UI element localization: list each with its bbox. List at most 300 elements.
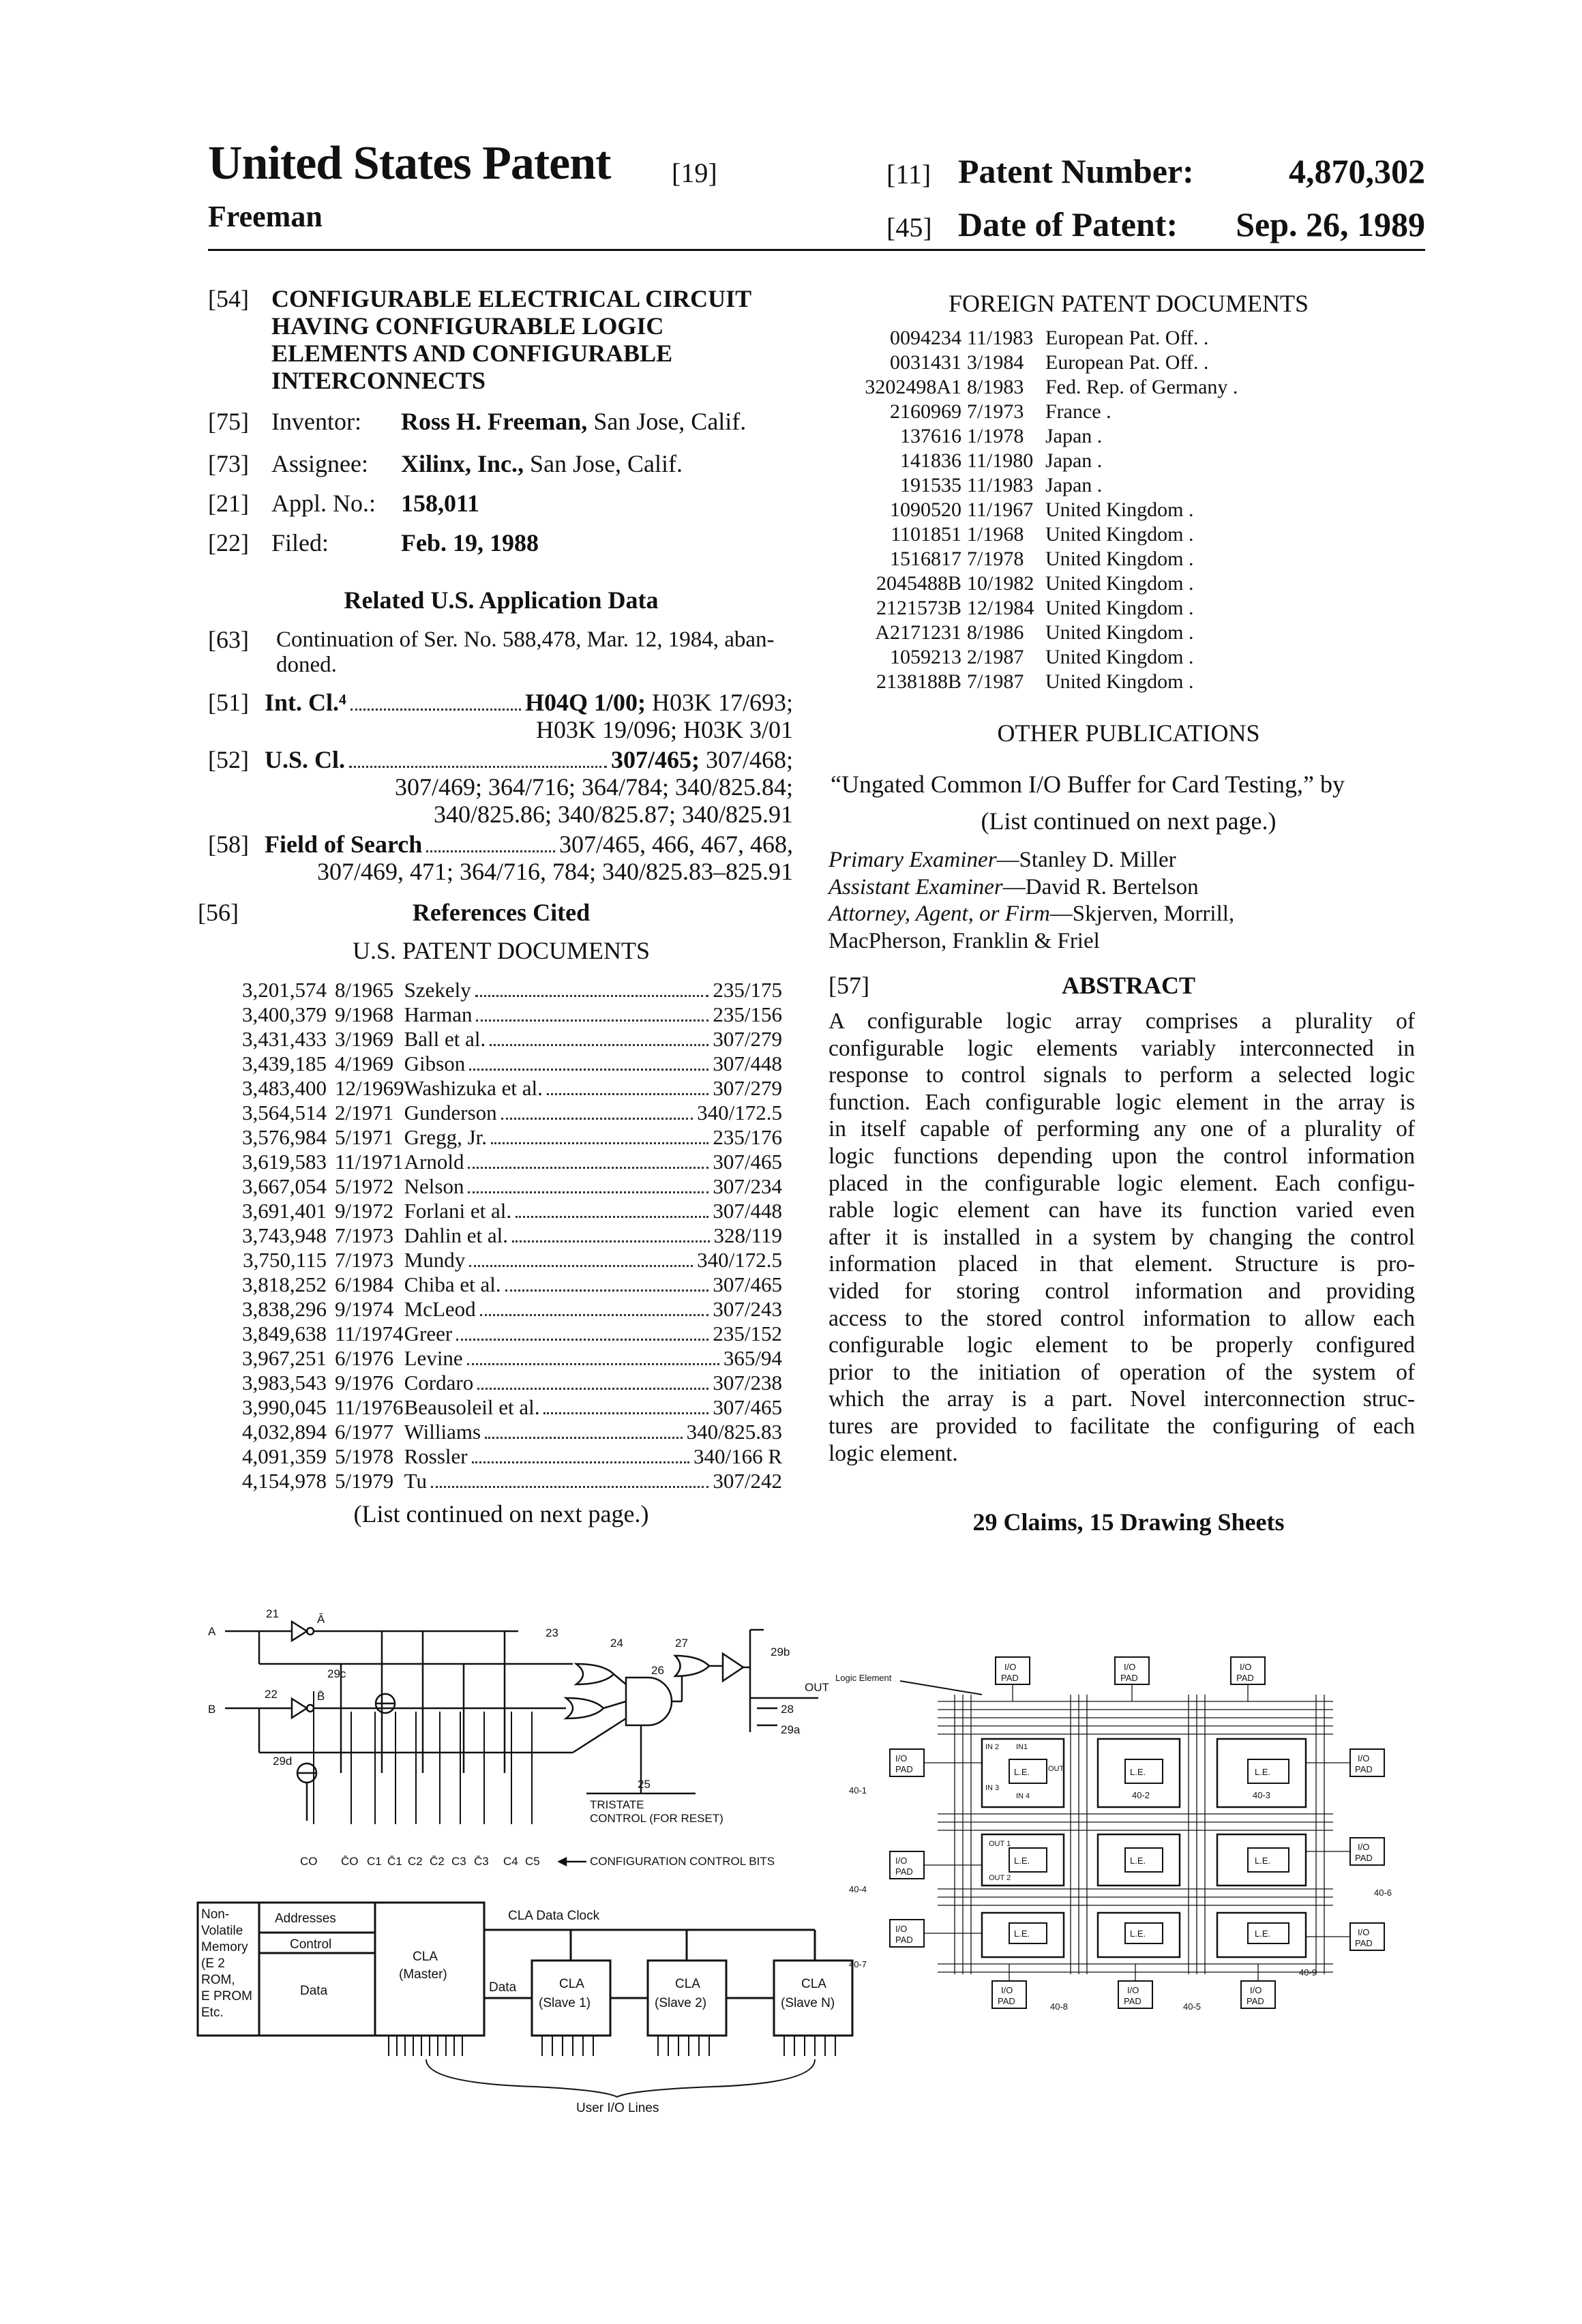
title-code: [19] [672, 158, 717, 188]
slave1-label-1: CLA [559, 1977, 584, 1991]
ref-number: 4,032,894 [242, 1420, 327, 1444]
bit-c4: C4 [503, 1855, 518, 1868]
slave1-label-2: (Slave 1) [539, 1996, 591, 2010]
foreign-number: 3202498A1 [865, 376, 961, 398]
ref-29b: 29b [771, 1645, 790, 1658]
ref-date: 11/1974 [335, 1322, 404, 1345]
foreign-date: 7/1973 [967, 400, 1024, 423]
pad-left-2-l2: PAD [895, 1866, 913, 1877]
pad-bottom-1-l2: PAD [998, 1996, 1015, 2006]
ref-29c: 29c [327, 1667, 346, 1680]
and-gate-icon [626, 1678, 672, 1725]
abstract-line: placed in the configurable logic element. Each configu- [829, 1170, 1415, 1196]
foreign-date: 11/1983 [967, 327, 1034, 349]
data-mid-label: Data [489, 1980, 517, 1995]
abstract-line: function. Each configurable logic element in the array is [829, 1089, 1415, 1115]
foreign-date: 7/1978 [967, 548, 1024, 570]
foreign-date: 2/1987 [967, 646, 1024, 668]
foreign-country: Japan . [1045, 474, 1103, 496]
abstract-line: configurable logic elements variably interconnected in [829, 1035, 1415, 1061]
table-row [852, 449, 1238, 473]
or-gate-icon [576, 1664, 614, 1684]
ref-inventor-class: Beausoleil et al. 307/465 [404, 1395, 782, 1419]
bit-c1-bar: C̄1 [387, 1855, 402, 1868]
table-row [242, 1150, 782, 1174]
related-text: Continuation of Ser. No. 588,478, Mar. 12, 1984, aban- doned. [276, 627, 775, 677]
inverter-a-icon [292, 1622, 307, 1641]
ref-number: 3,619,583 [242, 1150, 327, 1174]
le1-in4: IN 4 [1016, 1792, 1030, 1800]
ref-28: 28 [781, 1703, 794, 1716]
config-bits-label: CONFIGURATION CONTROL BITS [590, 1855, 775, 1868]
output-buffer-icon [723, 1654, 743, 1681]
slave2-label-2: (Slave 2) [655, 1996, 707, 2010]
ref-inventor-class: Dahlin et al. 328/119 [404, 1223, 782, 1247]
pad-top-3-l1: I/O [1240, 1662, 1252, 1672]
inventor-label: Inventor: [271, 408, 361, 435]
us-patents-table [242, 978, 782, 1493]
appl-number: 158,011 [401, 490, 480, 517]
ref-date: 2/1971 [335, 1101, 394, 1124]
pad-bottom-2-l2: PAD [1124, 1996, 1141, 2006]
foreign-country: United Kingdom . [1045, 548, 1194, 570]
ref-number: 3,750,115 [243, 1248, 327, 1272]
pad-right-3-l1: I/O [1358, 1927, 1370, 1937]
nvm-line-5: ROM, [201, 1973, 235, 1987]
ref-date: 5/1979 [335, 1469, 394, 1493]
foreign-country: European Pat. Off. . [1045, 351, 1209, 374]
ref-number: 3,576,984 [242, 1125, 327, 1149]
bit-c0-bar: C̄O [341, 1855, 359, 1868]
ref-number: 3,400,379 [242, 1002, 327, 1026]
table-row [242, 1420, 782, 1444]
foreign-number: 0094234 [890, 327, 961, 349]
table-row [242, 1199, 782, 1223]
refs-code: [56] [198, 899, 239, 926]
pad-left-3-l1: I/O [895, 1924, 908, 1934]
us-docs-heading: U.S. PATENT DOCUMENTS [352, 937, 651, 964]
bit-c5: C5 [525, 1855, 540, 1868]
le-label-3: L.E. [1255, 1767, 1271, 1777]
ref-inventor-class: Gibson 307/448 [404, 1052, 782, 1075]
filed-date: Feb. 19, 1988 [401, 529, 539, 556]
table-row [852, 596, 1238, 621]
foreign-number: 191535 [900, 474, 961, 496]
foreign-country: United Kingdom . [1045, 670, 1194, 693]
header-rule [208, 249, 1425, 251]
pad-right-1-l2: PAD [1355, 1764, 1373, 1774]
abstract-line: which the array is a part. Novel interconnection struc- [829, 1386, 1415, 1412]
ref-inventor-class: Nelson 307/234 [404, 1174, 782, 1198]
ref-inventor-class: Arnold 307/465 [404, 1150, 782, 1174]
foreign-patents-table [852, 326, 1238, 694]
foreign-number: 2160969 [890, 400, 961, 423]
slaven-label-2: (Slave N) [781, 1996, 835, 2010]
inventor-code: [75] [208, 408, 249, 435]
foreign-country: France . [1045, 400, 1111, 423]
pad-top-1-l2: PAD [1001, 1673, 1019, 1683]
le-label-2: L.E. [1130, 1767, 1146, 1777]
table-row [852, 400, 1238, 424]
ref-29a: 29a [781, 1723, 801, 1736]
pad-right-3-l2: PAD [1355, 1938, 1373, 1948]
abstract-line: logic element. [829, 1440, 958, 1466]
appl-label: Appl. No.: [271, 490, 376, 517]
table-row [242, 1002, 782, 1027]
ref-inventor-class: Rossler 340/166 R [404, 1444, 782, 1468]
ref-40-1: 40-1 [849, 1785, 867, 1796]
table-row [242, 1297, 782, 1322]
title-code-54: [54] [208, 285, 249, 312]
foreign-date: 12/1984 [967, 597, 1034, 619]
abstract-line: information placed in that element. Structure is pro- [829, 1251, 1415, 1277]
invention-title: CONFIGURABLE ELECTRICAL CIRCUIT HAVING CONFIGURABLE LOGIC ELEMENTS AND CONFIGURABLE INTERCONNECTS [271, 285, 752, 394]
table-row [242, 1322, 782, 1346]
assignee-label: Assignee: [271, 450, 368, 477]
ref-number: 3,990,045 [242, 1395, 327, 1419]
user-io-label: User I/O Lines [576, 2101, 659, 2115]
pad-top-2-l2: PAD [1120, 1673, 1138, 1683]
bit-c3-bar: C̄3 [474, 1855, 489, 1868]
table-row [242, 1272, 782, 1297]
date-label: Date of Patent: [958, 205, 1178, 243]
ref-date: 9/1968 [335, 1002, 394, 1026]
bit-c3: C3 [451, 1855, 466, 1868]
logic-element-label: Logic Element [835, 1673, 892, 1683]
abstract-line: A configurable logic array comprises a plurality of [829, 1009, 1415, 1034]
table-row [242, 1444, 782, 1469]
le-label-4: L.E. [1014, 1856, 1030, 1866]
table-row [852, 522, 1238, 547]
ref-inventor-class: Forlani et al. 307/448 [404, 1199, 782, 1223]
attorney: Attorney, Agent, or Firm—Skjerven, Morrill, [829, 902, 1235, 927]
foreign-country: Japan . [1045, 425, 1103, 447]
pad-left-1-l1: I/O [895, 1753, 908, 1763]
ref-date: 4/1969 [335, 1052, 394, 1075]
filed-code: [22] [208, 529, 249, 556]
primary-examiner: Primary Examiner—Stanley D. Miller [829, 848, 1176, 872]
table-row [852, 547, 1238, 571]
le4-out1: OUT 1 [989, 1840, 1011, 1848]
foreign-number: 0031431 [890, 351, 961, 374]
le-label-7: L.E. [1014, 1928, 1030, 1939]
ref-date: 9/1974 [335, 1297, 394, 1321]
ref-40-7: 40-7 [849, 1959, 867, 1969]
patent-title: United States Patent [208, 137, 611, 190]
assignee-line: Xilinx, Inc., San Jose, Calif. [401, 450, 683, 477]
pad-bottom-3-l1: I/O [1250, 1985, 1262, 1995]
pad-top-2-l1: I/O [1124, 1662, 1136, 1672]
ref-inventor-class: Gregg, Jr. 235/176 [404, 1125, 782, 1149]
inverter-b-icon [292, 1699, 307, 1718]
table-row [852, 645, 1238, 670]
foreign-date: 11/1980 [967, 449, 1034, 472]
uscl-row: U.S. Cl. 307/465; 307/468; 307/469; 364/716; 364/784; 340/825.84; 340/825.86; 340/825.87; 340/825.91 [265, 746, 793, 828]
abstract-line: in itself capable of performing any one of a plurality of [829, 1116, 1415, 1142]
ref-date: 5/1978 [335, 1444, 394, 1468]
ref-26: 26 [651, 1664, 664, 1677]
abstract-code: [57] [829, 972, 869, 999]
claims-summary: 29 Claims, 15 Drawing Sheets [972, 1508, 1285, 1536]
intcl-row: Int. Cl.⁴ H04Q 1/00; H03K 17/693; H03K 19/096; H03K 3/01 [265, 689, 793, 743]
pad-top-3-l2: PAD [1236, 1673, 1254, 1683]
ref-date: 6/1976 [335, 1346, 394, 1370]
nvm-line-6: E PROM [201, 1989, 252, 2003]
ref-date: 6/1984 [335, 1272, 394, 1296]
table-row [852, 326, 1238, 351]
table-row [242, 1346, 782, 1371]
abstract-line: logic functions depending upon the control information [829, 1143, 1415, 1169]
ref-inventor-class: Szekely 235/175 [404, 978, 782, 1002]
master-label-1: CLA [413, 1950, 438, 1964]
foreign-country: United Kingdom . [1045, 646, 1194, 668]
ref-40-2: 40-2 [1132, 1790, 1150, 1800]
foreign-date: 11/1983 [967, 474, 1034, 496]
other-pubs-heading: OTHER PUBLICATIONS [997, 719, 1260, 747]
ref-inventor-class: Levine 365/94 [404, 1346, 782, 1370]
ref-number: 3,849,638 [242, 1322, 327, 1345]
master-label-2: (Master) [399, 1967, 447, 1982]
foreign-number: 2121573B [876, 597, 961, 619]
ref-inventor-class: Harman 235/156 [404, 1002, 782, 1026]
le1-in2: IN 2 [985, 1743, 1000, 1751]
field-code: [58] [208, 831, 249, 858]
ref-date: 5/1971 [335, 1125, 394, 1149]
ref-date: 9/1976 [335, 1371, 394, 1395]
foreign-number: A2171231 [875, 621, 961, 644]
nvm-line-4: (E 2 [201, 1956, 225, 1971]
le1-in1: IN1 [1016, 1743, 1028, 1751]
abstract-line: tures are provided to facilitate the configuring of each [829, 1413, 1415, 1439]
addresses-label: Addresses [275, 1911, 336, 1926]
date-code: [45] [886, 212, 932, 243]
cla-chain-figure [194, 1892, 863, 2117]
ref-40-5: 40-5 [1183, 2001, 1202, 2012]
nvm-line-7: Etc. [201, 2006, 224, 2020]
abstract-line: response to control signals to perform a selected logic [829, 1062, 1415, 1088]
ref-number: 3,967,251 [242, 1346, 327, 1370]
ref-number: 3,483,400 [242, 1076, 327, 1100]
nvm-line-1: Non- [201, 1907, 230, 1922]
ref-number: 3,431,433 [242, 1027, 327, 1051]
le-label-5: L.E. [1130, 1856, 1146, 1866]
pad-bottom-2-l1: I/O [1127, 1985, 1139, 1995]
ref-date: 8/1965 [335, 978, 394, 1002]
inventor-surname: Freeman [208, 200, 323, 233]
field-row: Field of Search 307/465, 466, 467, 468, 307/469, 471; 364/716, 784; 340/825.83–825.91 [265, 831, 793, 885]
ref-inventor-class: Gunderson 340/172.5 [404, 1101, 782, 1124]
ref-number: 4,091,359 [242, 1444, 327, 1468]
table-row [852, 621, 1238, 645]
foreign-country: Fed. Rep. of Germany . [1045, 376, 1238, 398]
examiners [829, 848, 1429, 953]
foreign-country: United Kingdom . [1045, 572, 1194, 595]
ref-29d: 29d [273, 1755, 293, 1768]
abstract-line: after it is installed in a system by changing the control [829, 1224, 1415, 1250]
table-row [242, 1395, 782, 1420]
ref-inventor-class: Mundy 340/172.5 [404, 1248, 782, 1272]
pad-left-2-l1: I/O [895, 1856, 908, 1866]
pad-bottom-1-l1: I/O [1001, 1985, 1013, 1995]
ref-number: 3,838,296 [242, 1297, 327, 1321]
le-label-8: L.E. [1130, 1928, 1146, 1939]
control-label: Control [290, 1937, 332, 1952]
ref-number: 3,201,574 [242, 978, 327, 1002]
foreign-date: 10/1982 [967, 572, 1034, 595]
table-row [242, 1469, 782, 1493]
ref-inventor-class: Williams 340/825.83 [404, 1420, 782, 1444]
le-label-9: L.E. [1255, 1928, 1271, 1939]
abstract-text [829, 1008, 1415, 1467]
foreign-number: 141836 [900, 449, 961, 472]
abstract-line: access to the stored control information to allow each [829, 1305, 1415, 1331]
ref-number: 3,983,543 [242, 1371, 327, 1395]
clock-label: CLA Data Clock [508, 1909, 600, 1923]
pad-right-2-l1: I/O [1358, 1842, 1370, 1852]
le1-in3: IN 3 [985, 1784, 1000, 1792]
table-row [242, 1371, 782, 1395]
foreign-date: 1/1968 [967, 523, 1024, 546]
a-bar-label: Ā [317, 1613, 325, 1626]
ref-inventor-class: Greer 235/152 [404, 1322, 782, 1345]
abstract-line: prior to the initiation of operation of the system of [829, 1359, 1415, 1385]
ref-inventor-class: Chiba et al. 307/465 [404, 1272, 782, 1296]
ref-inventor-class: Washizuka et al. 307/279 [404, 1076, 782, 1100]
b-bar-label: B̄ [317, 1690, 325, 1703]
table-row [852, 375, 1238, 400]
ref-inventor-class: Ball et al. 307/279 [404, 1027, 782, 1051]
foreign-number: 1516817 [890, 548, 961, 570]
ref-date: 11/1976 [335, 1395, 404, 1419]
table-row [852, 473, 1238, 498]
le-label-6: L.E. [1255, 1856, 1271, 1866]
ref-date: 7/1973 [335, 1223, 394, 1247]
foreign-country: United Kingdom . [1045, 498, 1194, 521]
bit-c2-bar: C̄2 [430, 1855, 445, 1868]
tristate-control-label: CONTROL (FOR RESET) [590, 1812, 723, 1825]
foreign-heading: FOREIGN PATENT DOCUMENTS [948, 290, 1309, 317]
table-row [242, 978, 782, 1002]
ref-date: 6/1977 [335, 1420, 394, 1444]
foreign-number: 1059213 [890, 646, 961, 668]
other-list-continued: (List continued on next page.) [981, 807, 1277, 835]
data-label: Data [300, 1984, 328, 1998]
ref-date: 5/1972 [335, 1174, 394, 1198]
foreign-number: 1101851 [891, 523, 961, 546]
assignee-code: [73] [208, 450, 249, 477]
refs-heading: References Cited [412, 899, 591, 926]
filed-label: Filed: [271, 529, 329, 556]
bit-c1: C1 [367, 1855, 382, 1868]
abstract-line: configurable logic element to be properly configured [829, 1332, 1415, 1358]
ref-date: 11/1971 [335, 1150, 404, 1174]
ref-number: 3,691,401 [242, 1199, 327, 1223]
ref-24: 24 [610, 1637, 623, 1650]
foreign-country: European Pat. Off. . [1045, 327, 1209, 349]
table-row [242, 1223, 782, 1248]
abstract-line: rable logic element can have its function varied even [829, 1197, 1415, 1223]
pad-right-1-l1: I/O [1358, 1753, 1370, 1763]
table-row [852, 571, 1238, 596]
ref-date: 7/1973 [335, 1248, 394, 1272]
slaven-label-1: CLA [801, 1977, 826, 1991]
patent-number-code: [11] [886, 159, 931, 190]
table-row [242, 1174, 782, 1199]
other-pub-line: “Ungated Common I/O Buffer for Card Testing,” by [831, 771, 1345, 798]
pad-top-1-l1: I/O [1004, 1662, 1017, 1672]
patent-date: Sep. 26, 1989 [1236, 205, 1425, 243]
table-row [242, 1076, 782, 1101]
foreign-country: United Kingdom . [1045, 597, 1194, 619]
table-row [242, 1101, 782, 1125]
ref-40-3: 40-3 [1253, 1790, 1271, 1800]
nvm-line-3: Memory [201, 1940, 248, 1954]
foreign-date: 11/1967 [967, 498, 1034, 521]
table-row [852, 670, 1238, 694]
foreign-number: 137616 [900, 425, 961, 447]
foreign-number: 2045488B [876, 572, 961, 595]
intcl-code: [51] [208, 689, 249, 716]
ref-number: 4,154,978 [242, 1469, 327, 1493]
bit-c2: C2 [408, 1855, 423, 1868]
ref-number: 3,564,514 [242, 1101, 327, 1124]
us-list-continued: (List continued on next page.) [353, 1500, 649, 1528]
table-row [242, 1125, 782, 1150]
ref-27: 27 [675, 1637, 688, 1650]
slave2-label-1: CLA [675, 1977, 700, 1991]
appl-code: [21] [208, 490, 249, 517]
table-row [852, 498, 1238, 522]
ref-inventor-class: Cordaro 307/238 [404, 1371, 782, 1395]
input-a-label: A [208, 1625, 216, 1638]
foreign-country: Japan . [1045, 449, 1103, 472]
foreign-date: 1/1978 [967, 425, 1024, 447]
ref-number: 3,818,252 [242, 1272, 327, 1296]
foreign-date: 8/1983 [967, 376, 1024, 398]
foreign-date: 7/1987 [967, 670, 1024, 693]
input-b-label: B [208, 1703, 216, 1716]
foreign-number: 2138188B [876, 670, 961, 693]
ref-23: 23 [546, 1626, 558, 1639]
attorney-line2: MacPherson, Franklin & Friel [829, 928, 1100, 953]
foreign-date: 8/1986 [967, 621, 1024, 644]
ref-date: 9/1972 [335, 1199, 394, 1223]
bit-c0: CO [300, 1855, 318, 1868]
ref-21: 21 [266, 1607, 279, 1620]
table-row [242, 1248, 782, 1272]
ref-date: 3/1969 [335, 1027, 394, 1051]
assistant-examiner: Assistant Examiner—David R. Bertelson [829, 874, 1199, 899]
pad-bottom-3-l2: PAD [1247, 1996, 1264, 2006]
ref-40-6: 40-6 [1374, 1888, 1392, 1898]
foreign-date: 3/1984 [967, 351, 1024, 374]
foreign-country: United Kingdom . [1045, 523, 1194, 546]
ref-40-8: 40-8 [1050, 2001, 1069, 2012]
logic-circuit-figure [205, 1589, 846, 1875]
ref-number: 3,667,054 [242, 1174, 327, 1198]
uscl-code: [52] [208, 746, 249, 773]
table-row [852, 424, 1238, 449]
ref-22: 22 [265, 1688, 278, 1701]
ref-25: 25 [638, 1778, 651, 1791]
ref-40-9: 40-9 [1299, 1967, 1317, 1978]
ref-40-4: 40-4 [849, 1884, 867, 1894]
out-label: OUT [805, 1681, 829, 1694]
related-code: [63] [208, 626, 249, 653]
table-row [852, 351, 1238, 375]
nvm-line-2: Volatile [201, 1924, 243, 1938]
ref-inventor-class: Tu 307/242 [404, 1469, 782, 1493]
